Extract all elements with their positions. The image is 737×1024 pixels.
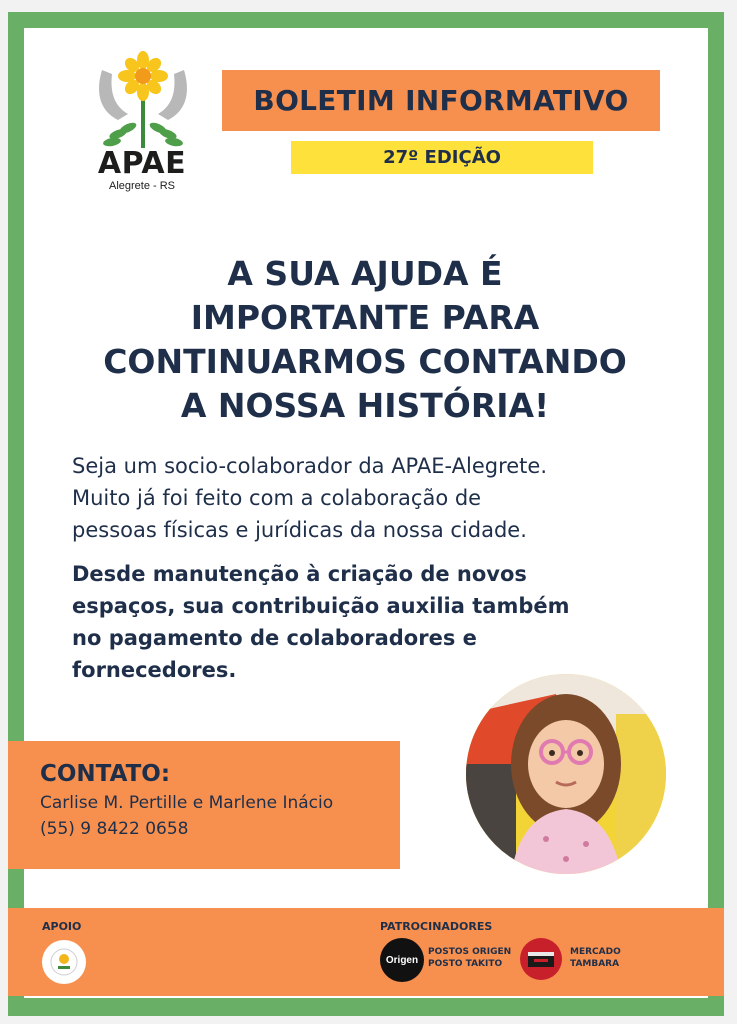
- sunflower-icon: [118, 51, 168, 101]
- intro-paragraph: [72, 450, 682, 546]
- sponsor-origen: [428, 946, 511, 970]
- sponsor-line: TAMBARA: [570, 959, 620, 969]
- footer: [8, 908, 724, 996]
- headline-line: IMPORTANTE PARA: [190, 298, 540, 337]
- contact-names: Carlise M. Pertille e Marlene Inácio: [40, 793, 334, 813]
- support-label: APOIO: [42, 920, 82, 933]
- paragraph-line: espaços, sua contribuição auxilia também: [72, 594, 570, 618]
- headline-line: CONTINUARMOS CONTANDO: [103, 342, 627, 381]
- paragraph-line: Muito já foi feito com a colaboração de: [72, 486, 482, 510]
- paragraph-line: fornecedores.: [72, 658, 237, 682]
- contact-phone[interactable]: (55) 9 8422 0658: [40, 819, 189, 839]
- logo-location: Alegrete - RS: [108, 180, 176, 192]
- tambara-logo: [520, 938, 562, 980]
- edition-label: 27º EDIÇÃO: [383, 147, 501, 168]
- title-banner: [222, 70, 660, 131]
- page-title: BOLETIM INFORMATIVO: [253, 84, 629, 117]
- paragraph-line: Desde manutenção à criação de novos: [72, 562, 527, 586]
- support-logo: [42, 940, 86, 984]
- contact-box: [8, 741, 400, 869]
- paragraph-line: no pagamento de colaboradores e: [72, 626, 477, 650]
- origen-logo: Origen: [380, 938, 424, 982]
- store-icon: [526, 949, 556, 969]
- sponsor-tambara: [570, 946, 621, 970]
- contact-title: CONTATO:: [40, 761, 171, 787]
- headline-line: A NOSSA HISTÓRIA!: [180, 386, 550, 425]
- sponsors-label: PATROCINADORES: [380, 920, 493, 933]
- sponsor-line: POSTO TAKITO: [428, 959, 503, 969]
- logo-name: APAE: [97, 146, 187, 181]
- emphasis-paragraph: [72, 558, 682, 686]
- paragraph-line: pessoas físicas e jurídicas da nossa cidade.: [72, 518, 527, 542]
- child-photo: [466, 674, 666, 874]
- edition-banner: [291, 141, 593, 174]
- paragraph-line: Seja um socio-colaborador da APAE-Alegrete.: [72, 454, 548, 478]
- headline: [60, 252, 670, 428]
- sponsor-line: MERCADO: [570, 947, 621, 957]
- sponsor-line: POSTOS ORIGEN: [428, 947, 512, 957]
- seal-icon: [49, 947, 79, 977]
- headline-line: A SUA AJUDA É: [227, 254, 503, 293]
